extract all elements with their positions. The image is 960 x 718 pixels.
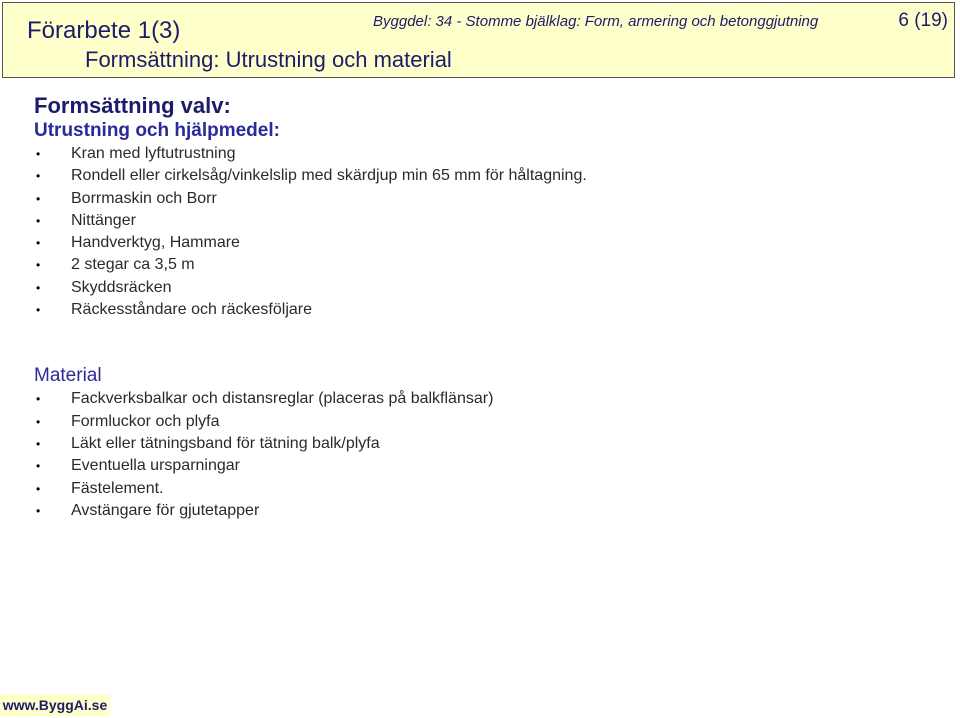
bullet-icon: • xyxy=(36,459,41,474)
material-item-text: Eventuella ursparningar xyxy=(71,457,240,475)
list-item xyxy=(34,500,934,522)
list-item xyxy=(34,277,934,299)
bullet-icon: • xyxy=(36,213,41,228)
equipment-item-text: Handverktyg, Hammare xyxy=(71,234,240,252)
bullet-icon: • xyxy=(36,392,41,407)
equipment-item-text: Skyddsräcken xyxy=(71,278,172,296)
building-part-category: Byggdel: 34 - Stomme bjälklag: Form, armering och betonggjutning xyxy=(373,13,819,30)
section-heading: Formsättning valv: xyxy=(34,93,231,118)
page-number: 6 (19) xyxy=(898,10,948,31)
main-content xyxy=(34,92,934,522)
bullet-icon: • xyxy=(36,258,41,273)
equipment-item-text: Kran med lyftutrustning xyxy=(71,145,236,162)
website-footer-label: www.ByggAi.se xyxy=(0,694,110,716)
equipment-item-text: Nittänger xyxy=(71,211,136,229)
bullet-icon: • xyxy=(36,414,41,429)
list-item xyxy=(34,478,934,500)
material-item-text: Formluckor och plyfa xyxy=(71,412,220,430)
bullet-icon: • xyxy=(36,236,41,251)
material-item-text: Fästelement. xyxy=(71,479,164,497)
material-heading: Material xyxy=(34,365,102,387)
equipment-list xyxy=(34,143,934,321)
material-list xyxy=(34,388,934,522)
bullet-icon: • xyxy=(36,191,41,206)
document-title: Förarbete 1(3) xyxy=(27,17,181,44)
list-item xyxy=(34,188,934,210)
document-subtitle: Formsättning: Utrustning och material xyxy=(85,47,452,72)
bullet-icon: • xyxy=(36,147,41,161)
material-item-text: Läkt eller tätningsband för tätning balk/plyfa xyxy=(71,434,380,452)
material-item-text: Avstängare för gjutetapper xyxy=(71,501,260,519)
list-item xyxy=(34,388,934,410)
bullet-icon: • xyxy=(36,436,41,451)
list-item xyxy=(34,210,934,232)
bullet-icon: • xyxy=(36,503,41,518)
equipment-item-text: Rondell eller cirkelsåg/vinkelslip med skärdjup min 65 mm för håltagning. xyxy=(71,167,587,185)
equipment-heading: Utrustning och hjälpmedel: xyxy=(34,120,280,141)
bullet-icon: • xyxy=(36,169,41,184)
equipment-item-text: 2 stegar ca 3,5 m xyxy=(71,256,195,274)
equipment-item-text: Borrmaskin och Borr xyxy=(71,189,217,207)
list-item xyxy=(34,411,934,433)
list-item xyxy=(34,143,934,165)
list-item xyxy=(34,433,934,455)
list-item xyxy=(34,232,934,254)
material-item-text: Fackverksbalkar och distansreglar (placeras på balkflänsar) xyxy=(71,390,494,408)
list-item xyxy=(34,254,934,276)
header-box xyxy=(2,2,955,78)
list-item xyxy=(34,299,934,321)
list-item xyxy=(34,165,934,187)
bullet-icon: • xyxy=(36,481,41,496)
bullet-icon: • xyxy=(36,280,41,295)
list-item xyxy=(34,455,934,477)
bullet-icon: • xyxy=(36,303,41,318)
equipment-item-text: Räckesståndare och räckesföljare xyxy=(71,301,313,319)
